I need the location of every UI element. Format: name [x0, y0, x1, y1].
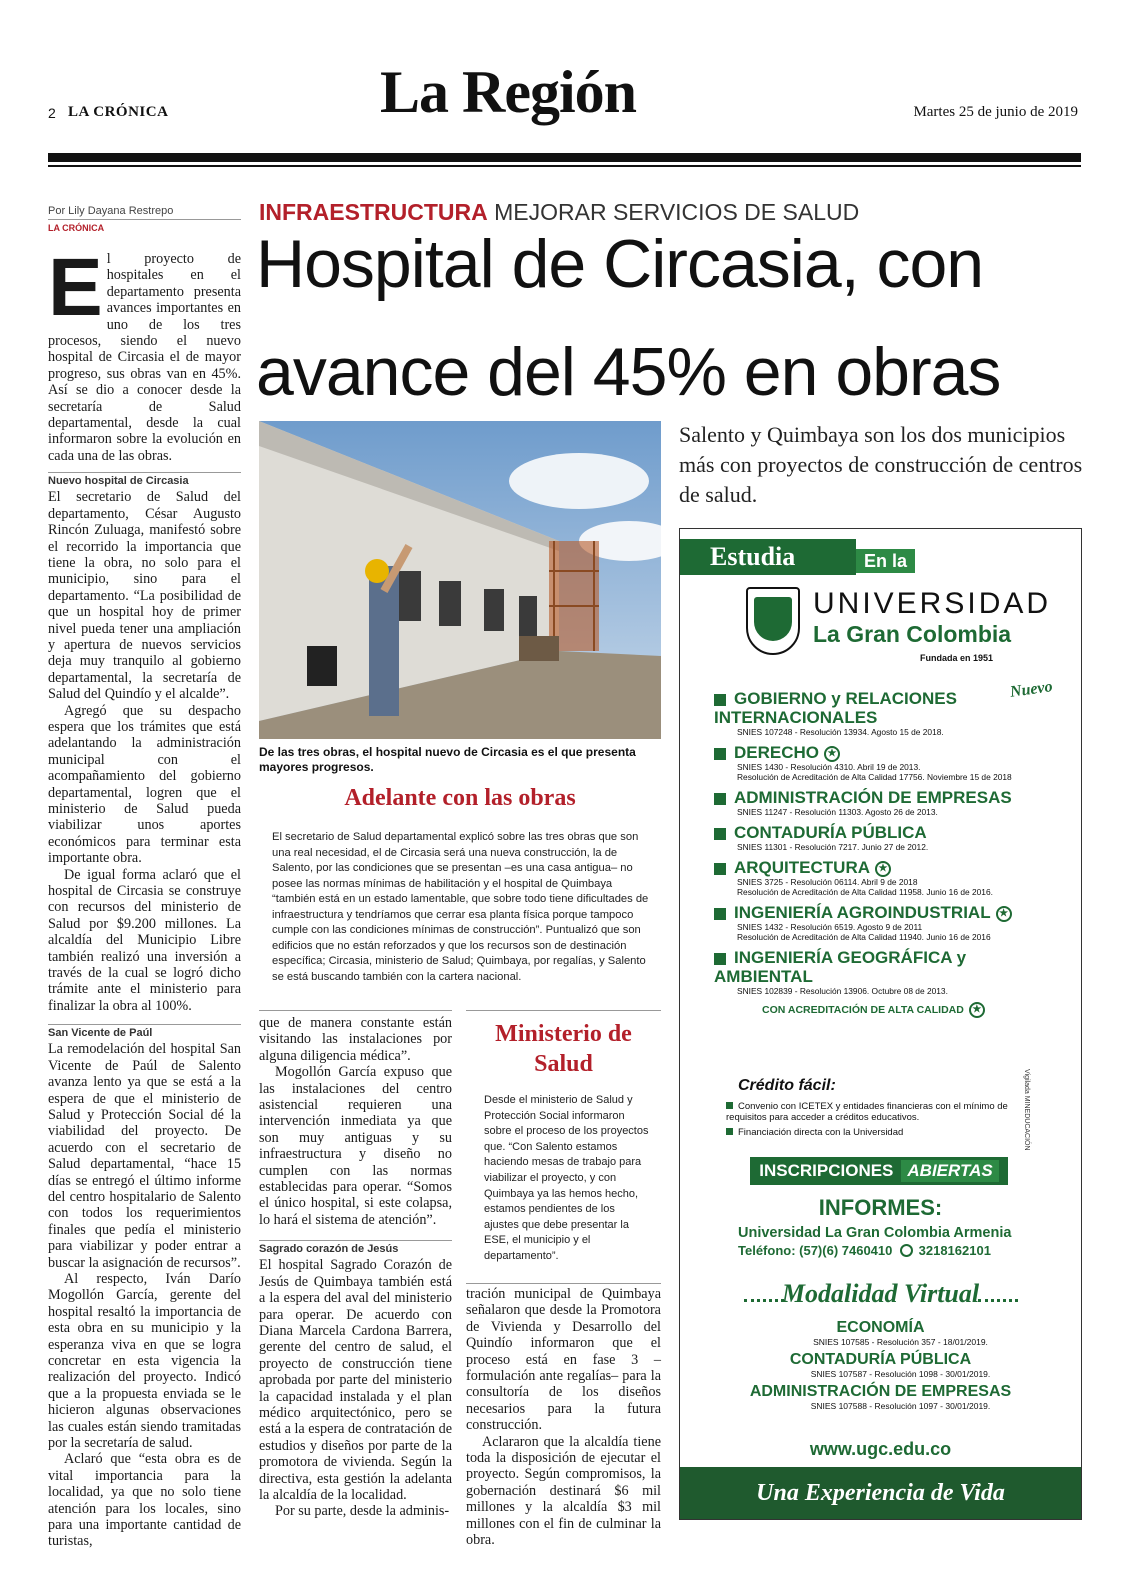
headline-line2: avance del 45% en obras — [256, 334, 1001, 410]
vigilada-note: Vigilada MINEDUCACIÓN — [1023, 1069, 1030, 1151]
credito-text: Convenio con ICETEX y entidades financieras con el mínimo de requisitos para acceder a créditos educativos. — [726, 1101, 1008, 1123]
abiertas-text: ABIERTAS — [901, 1160, 998, 1182]
program-snies: SNIES 1432 - Resolución 6519. Agosto 9 de 2011 — [737, 922, 923, 932]
photo-caption: De las tres obras, el hospital nuevo de Circasia es el que presenta mayores progresos. — [259, 745, 636, 774]
virtual-program-name: CONTADURÍA PÚBLICA — [789, 1351, 972, 1368]
program-name: ARQUITECTURA — [734, 858, 870, 877]
program-name: INGENIERÍA AGROINDUSTRIAL — [734, 903, 991, 922]
page-number: 2 — [48, 105, 56, 121]
virtual-program-list — [680, 1319, 1081, 1411]
informes-phone — [738, 1243, 991, 1258]
university-shield — [746, 587, 800, 655]
program-accreditation: Resolución de Acreditación de Alta Calidad 17756. Noviembre 15 de 2018 — [737, 772, 1012, 782]
paragraph: que de manera constante están visitando las instalaciones por alguna diligencia médica”. — [259, 1015, 452, 1064]
byline-outlet: LA CRÓNICA — [48, 223, 105, 233]
ad-estudia: Estudia — [710, 542, 796, 571]
inscripciones-text: INSCRIPCIONES — [759, 1161, 894, 1180]
program-snies: SNIES 11247 - Resolución 11303. Agosto 26 de 2013. — [737, 807, 938, 817]
program-name: INGENIERÍA GEOGRÁFICA y AMBIENTAL — [714, 948, 967, 986]
credito-item-2 — [726, 1127, 1036, 1138]
whatsapp-icon — [900, 1244, 913, 1257]
university-ad — [679, 528, 1082, 1520]
program-item — [714, 948, 1054, 996]
sidebar-ministerio-title: Ministerio de Salud — [495, 1021, 632, 1077]
slogan: Una Experiencia de Vida — [756, 1480, 1005, 1506]
virtual-program-snies: SNIES 107588 - Resolución 1097 - 30/01/2019. — [810, 1401, 991, 1411]
paragraph: tración municipal de Quimbaya señalaron que desde la Promotora de Vivienda y Desarrollo del Quindío informaron que el proceso está en fase 3 –formulación ante regalías– para la consultoría de los diseños necesarios para la futura construcción. — [466, 1286, 661, 1434]
virtual-program — [680, 1383, 1081, 1411]
credito-title: Crédito fácil: — [738, 1077, 836, 1094]
program-item — [714, 823, 1054, 852]
virtual-program — [680, 1351, 1081, 1379]
program-name: GOBIERNO y RELACIONES INTERNACIONALES — [714, 689, 957, 727]
intro-paragraph: l proyecto de hospitales en el departamento presenta avances importantes en uno de los tres procesos, siendo el nuevo hospital de Circasia el de mayor progreso, sus obras van en 45%. Así se dio a conocer desde la secretaría de Salud departamental, desde la cual informaron sobre la evolución en cada una de las obras. — [48, 251, 241, 464]
program-list — [714, 689, 1054, 1018]
accreditation-star-icon: ★ — [824, 746, 840, 762]
paragraph: Mogollón García expuso que las instalaciones del centro asistencial requieren una intervención inmediata ya que son muy antiguas y su infraestructura y diseño no cumplen con las normas establecidas para operar. “Somos el único hospital, si este colapsa, lo hará el sistema de atención”. — [259, 1064, 452, 1228]
ad-banner — [680, 539, 856, 575]
ministerio-sidebar — [466, 1010, 661, 1265]
paragraph: Aclaró que “esta obra es de vital importancia para la localidad, ya que no solo tiene atención para los locales, sino para una importante cantidad de turistas, — [48, 1451, 241, 1550]
slogan-banner — [680, 1467, 1081, 1520]
accreditation-star-icon: ★ — [996, 906, 1012, 922]
program-item — [714, 858, 1054, 897]
sidebar-ministerio-text: Desde el ministerio de Salud y Protección Social informaron sobre el proceso de los proyectos que. “Con Salento estamos haciendo mesas de trabajo para viabilizar el proyecto, y con Quimbaya ya las hemos hecho, estamos pendientes de los ajustes que debe presentar la ESE, el municipio y el departamento”. — [484, 1094, 649, 1262]
informes-title: INFORMES: — [818, 1195, 943, 1220]
website-link[interactable]: www.ugc.edu.co — [809, 1439, 952, 1459]
accreditation-star-icon: ★ — [969, 1002, 985, 1018]
paragraph: Aclararon que la alcaldía tiene toda la disposición de ejecutar el proyecto. Según compromisos, la gobernación destinará $6 mil millones y la alcaldía $3 mil millones con el fin de culminar la obra. — [466, 1433, 661, 1549]
paragraph: Por su parte, desde la adminis- — [275, 1503, 450, 1520]
virtual-rule-right — [978, 1299, 1018, 1302]
uni-name: UNIVERSIDAD — [813, 587, 1052, 620]
informes-line: Universidad La Gran Colombia Armenia — [738, 1225, 1012, 1241]
program-item — [714, 689, 1054, 737]
virtual-program — [680, 1319, 1081, 1347]
program-name: DERECHO — [734, 743, 820, 762]
header-rule-thin — [48, 165, 1081, 167]
uni-founded: Fundada en 1951 — [920, 653, 994, 663]
section-brand: LA CRÓNICA — [68, 104, 169, 120]
uni-sub: La Gran Colombia — [813, 621, 1012, 647]
program-snies: SNIES 11301 - Resolución 7217. Junio 27 de 2012. — [737, 842, 929, 852]
kicker — [259, 199, 859, 226]
header-rule — [48, 153, 1081, 162]
program-accreditation: Resolución de Acreditación de Alta Calidad 11958. Junio 16 de 2016. — [737, 887, 993, 897]
program-name: CONTADURÍA PÚBLICA — [734, 823, 927, 842]
right-text-column — [466, 1283, 661, 1549]
phone-text: Teléfono: (57)(6) 7460410 — [738, 1243, 893, 1258]
subhead-circasia: Nuevo hospital de Circasia — [48, 472, 241, 487]
program-snies: SNIES 1430 - Resolución 4310. Abril 19 de 2013. — [737, 762, 921, 772]
program-item — [714, 788, 1054, 817]
program-name: ADMINISTRACIÓN DE EMPRESAS — [734, 788, 1012, 807]
paragraph: La remodelación del hospital San Vicente de Paúl de Salento avanza lento ya que se está a la espera de que el ministerio de Salud y Protección Social dé la viabilidad del proyecto. De acuerdo con el secretario de Salud departamental, “hace 15 días se entregó el último informe del centro hospitalario de Salento con todos los requerimientos finales que pedía el ministerio para viabilizar y poder entrar a buscar la asignación de recursos”. — [48, 1041, 241, 1271]
paragraph: De igual forma aclaró que el hospital de Circasia se construye con recursos del ministerio de Salud por $9.200 millones. La alcaldía del Municipio Libre también realizó una inversión a través de la cual se logró dicho trámite ante el ministerio para finalizar la obra al 100%. — [48, 866, 241, 1014]
byline-author: Por Lily Dayana Restrepo — [48, 205, 241, 220]
subhead-sagrado-corazon: Sagrado corazón de Jesús — [259, 1240, 452, 1255]
inscripciones-banner — [750, 1157, 1008, 1185]
kicker-topic: MEJORAR SERVICIOS DE SALUD — [494, 199, 860, 225]
virtual-program-snies: SNIES 107587 - Resolución 1098 - 30/01/2019. — [810, 1369, 991, 1379]
ad-en-la: En la — [856, 549, 915, 573]
page-title: La Región — [380, 59, 637, 125]
drop-cap: E — [48, 242, 103, 333]
page-date: Martes 25 de junio de 2019 — [913, 104, 1078, 120]
program-item — [714, 903, 1054, 942]
virtual-program-snies: SNIES 107585 - Resolución 357 - 18/01/2019. — [813, 1337, 988, 1347]
sidebar-adelante-text: El secretario de Salud departamental explicó sobre las tres obras que son una real necesidad, el de Circasia será una nueva construcción, la de Salento, por las condiciones que se presentan –es una casa antigua– no posee las normas mínimas de habilitación y el hospital de Quimbaya “también está en un estado lamentable, que sobre todo tiene dificultades de infraestructura y tendríamos que cerrar esa planta física porque tampoco cumple con las condiciones mínimas de construcción”. Puntualizó que son edificios que no están reforzados y que los recursos son de destinación específica; Circasia, ministerio de Salud; Quimbaya, por regalías, y Salento se está buscando también con la cartera nacional. — [272, 831, 649, 983]
acreditacion-text: CON ACREDITACIÓN DE ALTA CALIDAD — [762, 1003, 964, 1016]
accreditation-star-icon: ★ — [875, 861, 891, 877]
virtual-program-name: ECONOMÍA — [836, 1319, 925, 1336]
virtual-program-name: ADMINISTRACIÓN DE EMPRESAS — [749, 1383, 1012, 1400]
program-item — [714, 743, 1054, 782]
credito-item-1 — [726, 1101, 1036, 1123]
left-column — [48, 205, 241, 1550]
sidebar-adelante-title: Adelante con las obras — [344, 785, 576, 811]
program-snies: SNIES 107248 - Resolución 13934. Agosto 15 de 2018. — [737, 727, 944, 737]
paragraph: El hospital Sagrado Corazón de Jesús de Quimbaya también está a la espera del aval del ministerio para operar. De acuerdo con Diana Marcela Cardona Barrera, gerente del centro de salud, el proyecto de construcción tiene aprobada por parte del ministerio la capacidad instalada y el plan médico arquitectónico, pero se está a la espera de contratación de estudios y diseños por parte de la promotora de vivienda. Según la directiva, esta gestión la adelanta la alcaldía de la localidad. — [259, 1257, 452, 1503]
paragraph: Agregó que su despacho espera que los trámites que está adelantando la administración municipal con el acompañamiento del gobierno departamental, logren que el ministerio de Salud pueda viabilizar unos aportes económicos para terminar esta importante obra. — [48, 702, 241, 867]
whatsapp-text: 3218162101 — [918, 1243, 991, 1258]
program-snies: SNIES 3725 - Resolución 06114. Abril 9 de 2018 — [737, 877, 918, 887]
paragraph: El secretario de Salud del departamento, César Augusto Rincón Zuluaga, manifestó sobre el recorrido la importancia que tiene la obra, no solo para el municipio, sino para el departamento. “La posibilidad de que un hospital hoy de primer nivel pueda tener una ampliación y apertura de nuevos servicios deja muy tranquilo al gobierno departamental, la secretaría de Salud del Quindío y el alcalde”. — [48, 489, 241, 703]
virtual-title: Modalidad Virtual — [781, 1279, 980, 1308]
paragraph: Al respecto, Iván Darío Mogollón García, gerente del hospital resaltó la importancia de esta obra en su municipio y la esperanza viva en que se logra concretar en esta vigencia la realización del proyecto. Indicó que a la propuesta enviada se le hicieron algunas observaciones las cuales están siendo tramitadas por la secretaría de salud. — [48, 1270, 241, 1452]
subhead-san-vicente: San Vicente de Paúl — [48, 1024, 241, 1039]
acreditacion-note — [762, 1002, 1054, 1018]
deck: Salento y Quimbaya son los dos municipios más con proyectos de construcción de centros de salud. — [679, 422, 1083, 507]
program-accreditation: Resolución de Acreditación de Alta Calidad 11940. Junio 16 de 2016 — [737, 932, 991, 942]
credito-text: Financiación directa con la Universidad — [738, 1127, 904, 1138]
program-snies: SNIES 102839 - Resolución 13906. Octubre 08 de 2013. — [737, 986, 948, 996]
middle-column — [259, 1010, 452, 1520]
kicker-section: INFRAESTRUCTURA — [259, 199, 488, 225]
nuevo-badge: Nuevo — [1008, 678, 1054, 701]
headline-line1: Hospital de Circasia, con — [256, 226, 984, 302]
hospital-photo — [259, 421, 661, 739]
